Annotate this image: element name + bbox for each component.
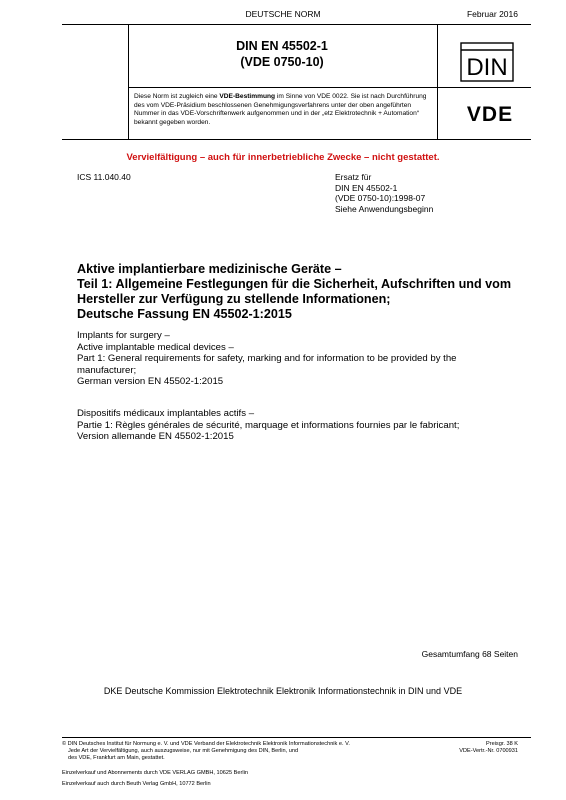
sales-info-beuth: Einzelverkauf auch durch Beuth Verlag GmbH, 10772 Berlin xyxy=(62,781,211,787)
frame-line-top xyxy=(62,24,531,25)
ics-code: ICS 11.040.40 xyxy=(77,172,131,182)
vde-logo xyxy=(452,104,528,124)
title-german-line: Aktive implantierbare medizinische Geräte – xyxy=(77,262,342,276)
din-logo-text: DIN xyxy=(466,54,508,81)
dke-line: DKE Deutsche Kommission Elektrotechnik Elektronik Informationstechnik in DIN und VDE xyxy=(103,686,463,696)
copyright-line: © DIN Deutsches Institut für Normung e. V. und VDE Verband der Elektrotechnik Elektronik Informationstechnik e. V. xyxy=(62,741,350,747)
title-german-line: Deutsche Fassung EN 45502-1:2015 xyxy=(77,307,292,321)
vde-note xyxy=(134,93,434,127)
replacement-line: (VDE 0750-10):1998-07 xyxy=(335,193,426,204)
standard-title xyxy=(132,38,432,70)
title-english-line: German version EN 45502-1:2015 xyxy=(77,376,224,388)
frame-line-mid xyxy=(128,87,531,88)
sales-info-vde: Einzelverkauf und Abonnements durch VDE VERLAG GMBH, 10625 Berlin xyxy=(62,770,248,776)
replacement-line: DIN EN 45502-1 xyxy=(335,182,398,193)
replacement-line: Siehe Anwendungsbeginn xyxy=(335,203,434,214)
vde-number: (VDE 0750-10) xyxy=(240,55,324,69)
standard-number: DIN EN 45502-1 xyxy=(236,39,328,53)
price-info xyxy=(459,741,518,755)
vde-note-part2: im Sinne von VDE 0022. Sie ist nach Durchführung des vom VDE-Präsidium beschlossenen Genehmigungsverfahrens unter der oben angeführten Nummer in das VDE-Vorschriftenwerk aufgenommen und in der „etz Elektrotechnik + Automation“ bekannt gegeben worden. xyxy=(134,93,427,126)
frame-line-right xyxy=(437,24,438,139)
replacement-info xyxy=(335,172,433,214)
title-french xyxy=(77,408,532,443)
copyright-line: Jede Art der Vervielfältigung, auch auszugsweise, nur mit Genehmigung des DIN, Berlin, und xyxy=(68,747,299,754)
copyright-line: des VDE, Frankfurt am Main, gestattet. xyxy=(68,754,165,761)
footer-divider xyxy=(62,737,531,738)
title-french-line: Partie 1: Règles générales de sécurité, marquage et informations fournies par le fabricant; xyxy=(77,419,460,431)
title-english xyxy=(77,330,532,388)
title-french-line: Dispositifs médicaux implantables actifs – xyxy=(77,408,255,419)
title-english-line: Implants for surgery – xyxy=(77,330,170,341)
title-german xyxy=(77,262,527,322)
vde-logo-text: VDE xyxy=(466,104,514,124)
vde-note-part1: Diese Norm ist zugleich eine xyxy=(134,93,220,100)
vde-sales-number: VDE-Vertr.-Nr. 0700931 xyxy=(459,748,518,754)
title-english-line: manufacturer; xyxy=(77,364,137,376)
copyright-notice xyxy=(62,741,422,762)
total-pages: Gesamtumfang 68 Seiten xyxy=(421,649,518,659)
title-english-line: Active implantable medical devices – xyxy=(77,341,234,353)
din-logo xyxy=(460,42,514,82)
vde-note-bold: VDE-Bestimmung xyxy=(219,93,276,100)
publication-date: Februar 2016 xyxy=(466,9,518,19)
document-type-label: DEUTSCHE NORM xyxy=(245,9,321,19)
frame-line-bottom xyxy=(62,139,531,140)
frame-line-left xyxy=(128,24,129,139)
reproduction-warning: Vervielfältigung – auch für innerbetriebliche Zwecke – nicht gestattet. xyxy=(126,152,440,163)
replacement-line: Ersatz für xyxy=(335,172,372,182)
title-english-line: Part 1: General requirements for safety, marking and for information to be provided by the xyxy=(77,353,457,365)
title-french-line: Version allemande EN 45502-1:2015 xyxy=(77,431,234,443)
title-german-line: Hersteller zur Verfügung zu stellende Informationen; xyxy=(77,292,391,306)
price-group: Preisgr. 38 K xyxy=(485,741,518,747)
title-german-line: Teil 1: Allgemeine Festlegungen für die Sicherheit, Aufschriften und vom xyxy=(77,277,512,291)
